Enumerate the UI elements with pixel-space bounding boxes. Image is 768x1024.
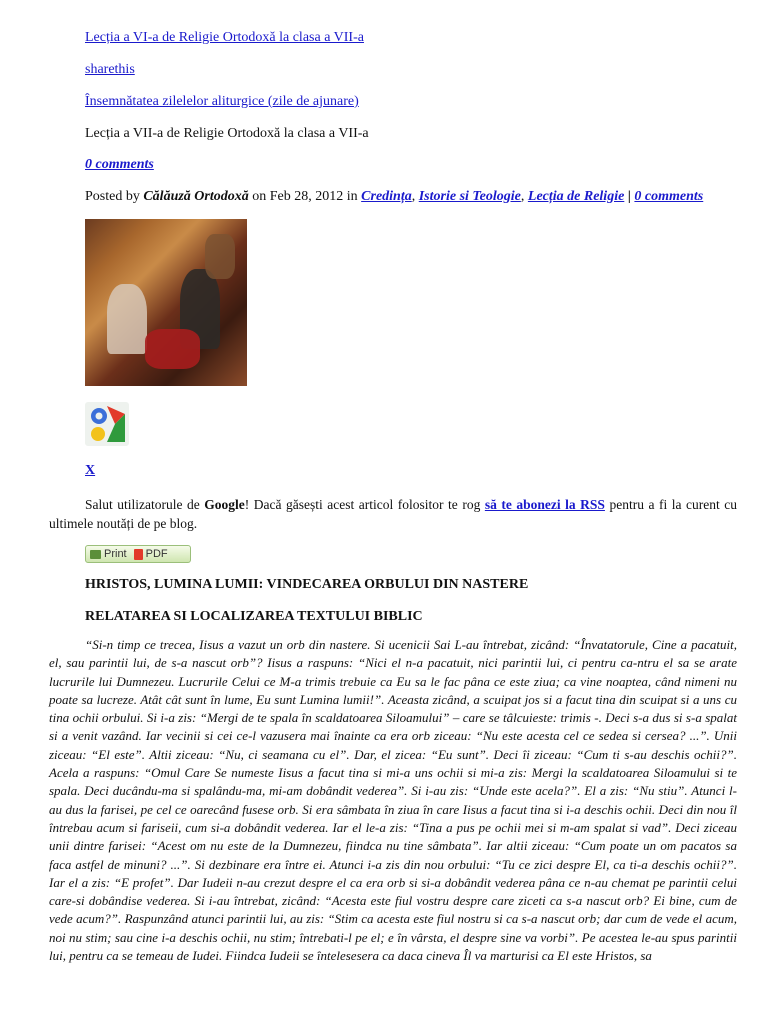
category-istorie-link[interactable]: Istorie si Teologie (418, 189, 521, 204)
rss-subscribe-link[interactable]: să te abonezi la RSS (484, 497, 605, 512)
printer-icon (90, 550, 101, 559)
section-heading: RELATAREA SI LOCALIZAREA TEXTULUI BIBLIC (85, 609, 423, 624)
google-share-icon[interactable] (85, 402, 129, 446)
posted-by-label: Posted by (85, 189, 144, 204)
post-meta (85, 189, 703, 205)
welcome-text-2: ! Dacă găsești acest articol folositor te rog (244, 497, 485, 512)
post-image (85, 219, 247, 386)
link-sharethis[interactable]: sharethis (85, 62, 135, 77)
post-author: Călăuză Ortodoxă (143, 189, 249, 204)
bible-passage: “Si-n timp ce trecea, Iisus a vazut un orb din nastere. Si ucenicii Sai L-au întrebat, zicând: “Învatatorule, Cine a pacatuit, el, sau parintii lui, de s-a nascut orb”? Iisus a raspuns: “Nici el n-a pacatuit, nici parintii lui, ci pentru ca-ntru el sa se arate lucrurile lui Dumnezeu. Lucrurile Celui ce M-a trimis trebuie ca Eu sa le fac pâna ce este ziua; ca vine noaptea, când nimeni nu poate sa lucreze. Atât cât sunt în lume, Eu sunt Lumina lumii!”. Aceasta zicând, a scuipat jos si a facut tina din scuipat si a uns cu tina ochii orbului. Si i-a zis: “Mergi de te spala în scaldatoarea Siloamului” – care se tâlcuieste: trimis -. Deci s-a dus si s-a spalat si a venit vazând. Iar vecinii si cei ce-l vazusera mai înainte ca era orb ziceau: “Nu este acesta cel ce sedea si cersea? ...”. Unii ziceau: “El este”. Altii ziceau: “Nu, ci seamana cu el”. Dar, el zicea: “Eu sunt”. Deci îi ziceau: “Cum ti s-au deschis ochii?”. Acela a raspuns: “Omul Care Se numeste Iisus a facut tina si mi-a uns ochii si mi-a zis: Mergi la scaldatoarea Siloamului si te spala. Deci ducându-ma si spalându-ma, mi-am dobândit vederea”. Si i-au zis: “Unde este acela?”. El a zis: “Nu stiu”. Atunci l-au dus la farisei, pe cel ce oarecând fusese orb. Si era sâmbata în ziua în care Iisus a facut tina si i-a deschis ochii. Deci din nou îl întrebau acum si fariseii, cum si-a dobândit vederea. Iar el le-a zis: “Tina a pus pe ochii mei si m-am spalat si vad”. Deci ziceau unii dintre farisei: “Acest om nu este de la Dumnezeu, fiindca nu tine sâmbata”. Iar altii ziceau: “Cum poate un om pacatos sa faca astfel de minuni? ...”. Si dezbinare era între ei. Atunci i-a zis din nou orbului: “Tu ce zici despre El, ca ti-a deschis ochii?”. Iar el a zis: “E profet”. Dar Iudeii n-au crezut despre el ca era orb si si-a dobândit vederea pâna ce n-au chemat pe parintii celui care-si dobândise vederea. Si i-au întrebat, zicând: “Acesta este fiul vostru despre care ziceti ca s-a nascut orb? Ei bine, cum de vede acum?”. Raspunzând atunci parintii lui, au zis: “Stim ca acesta este fiul nostru si ca s-a nascut orb; dar cum de vede el acum, noi nu stim; sau cine i-a deschis ochii, nu stim; întrebati-l pe el; e în vârsta, el despre sine va vorbi”. Pe acestea le-au spus parintii lui, pentru ca se temeau de Iudei. Fiindca Iudeii se întelesesera ca daca cineva Îl va marturisi ca El este Hristos, sa (49, 637, 737, 964)
category-lectia-link[interactable]: Lecția de Religie (527, 189, 625, 204)
welcome-text: Salut utilizatorule de (85, 497, 205, 512)
welcome-text-3: pentru a fi la curent cu ultimele noutăți de pe blog. (49, 497, 737, 531)
print-label: Print (104, 548, 127, 560)
separator: , (520, 189, 528, 204)
link-aliturgic-days[interactable]: Însemnătatea zilelelor aliturgice (zile de ajunare) (85, 94, 359, 109)
separator: , (411, 189, 419, 204)
print-pdf-button[interactable] (85, 545, 191, 563)
article-title: HRISTOS, LUMINA LUMII: VINDECAREA ORBULUI DIN NASTERE (85, 577, 529, 592)
link-lesson-6[interactable]: Lecția a VI-a de Religie Ortodoxă la clasa a VII-a (85, 30, 364, 45)
meta-comments-link[interactable]: 0 comments (634, 189, 704, 204)
close-link[interactable]: X (85, 463, 96, 478)
welcome-message (49, 495, 737, 533)
google-word: Google (204, 497, 245, 512)
pdf-icon (134, 549, 143, 560)
separator: | (624, 189, 635, 204)
comments-link[interactable]: 0 comments (85, 157, 154, 172)
pdf-label: PDF (145, 548, 168, 560)
category-credinta-link[interactable]: Credința (361, 189, 412, 204)
posted-on-label: on Feb 28, 2012 in (248, 189, 362, 204)
current-lesson-title: Lecția a VII-a de Religie Ortodoxă la clasa a VII-a (85, 126, 369, 141)
